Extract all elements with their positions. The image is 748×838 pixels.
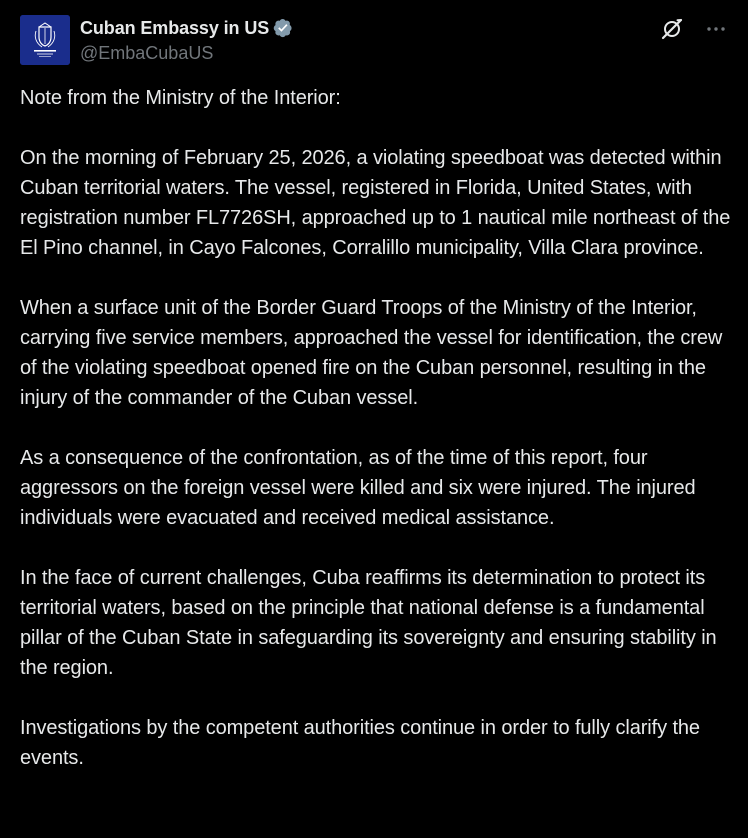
more-options-button[interactable] bbox=[704, 17, 728, 41]
verified-badge-icon[interactable] bbox=[273, 18, 293, 38]
post-paragraph: When a surface unit of the Border Guard Troops of the Ministry of the Interior, carrying five service members, approached the vessel for identification, the crew of the violating speedboat opened fire on the Cuban personnel, resulting in the injury of the commander of the Cuban vessel. bbox=[20, 297, 723, 409]
post-header bbox=[20, 15, 728, 65]
author-handle[interactable]: @EmbaCubaUS bbox=[80, 43, 214, 63]
more-options-icon bbox=[704, 17, 728, 41]
embassy-seal-icon bbox=[20, 15, 70, 65]
post-paragraph: Note from the Ministry of the Interior: bbox=[20, 87, 341, 109]
post-paragraph: As a consequence of the confrontation, as of the time of this report, four aggressors on the foreign vessel were killed and six were injured. The injured individuals were evacuated and received medical assistance. bbox=[20, 447, 696, 529]
author-block bbox=[80, 15, 293, 65]
grok-button[interactable] bbox=[660, 17, 684, 41]
avatar[interactable] bbox=[20, 15, 70, 65]
display-name-row bbox=[80, 15, 293, 41]
post-paragraph: On the morning of February 25, 2026, a violating speedboat was detected within Cuban territorial waters. The vessel, registered in Florida, United States, with registration number FL7726SH, approached up to 1 nautical mile northeast of the El Pino channel, in Cayo Falcones, Corralillo municipality, Villa Clara province. bbox=[20, 147, 731, 259]
grok-icon bbox=[660, 17, 684, 41]
display-name[interactable]: Cuban Embassy in US bbox=[80, 17, 270, 38]
post-paragraph: Investigations by the competent authorities continue in order to fully clarify the events. bbox=[20, 717, 700, 769]
post-paragraph: In the face of current challenges, Cuba reaffirms its determination to protect its territorial waters, based on the principle that national defense is a fundamental pillar of the Cuban State in safeguarding its sovereignty and ensuring stability in the region. bbox=[20, 567, 717, 679]
post-text bbox=[20, 83, 732, 803]
